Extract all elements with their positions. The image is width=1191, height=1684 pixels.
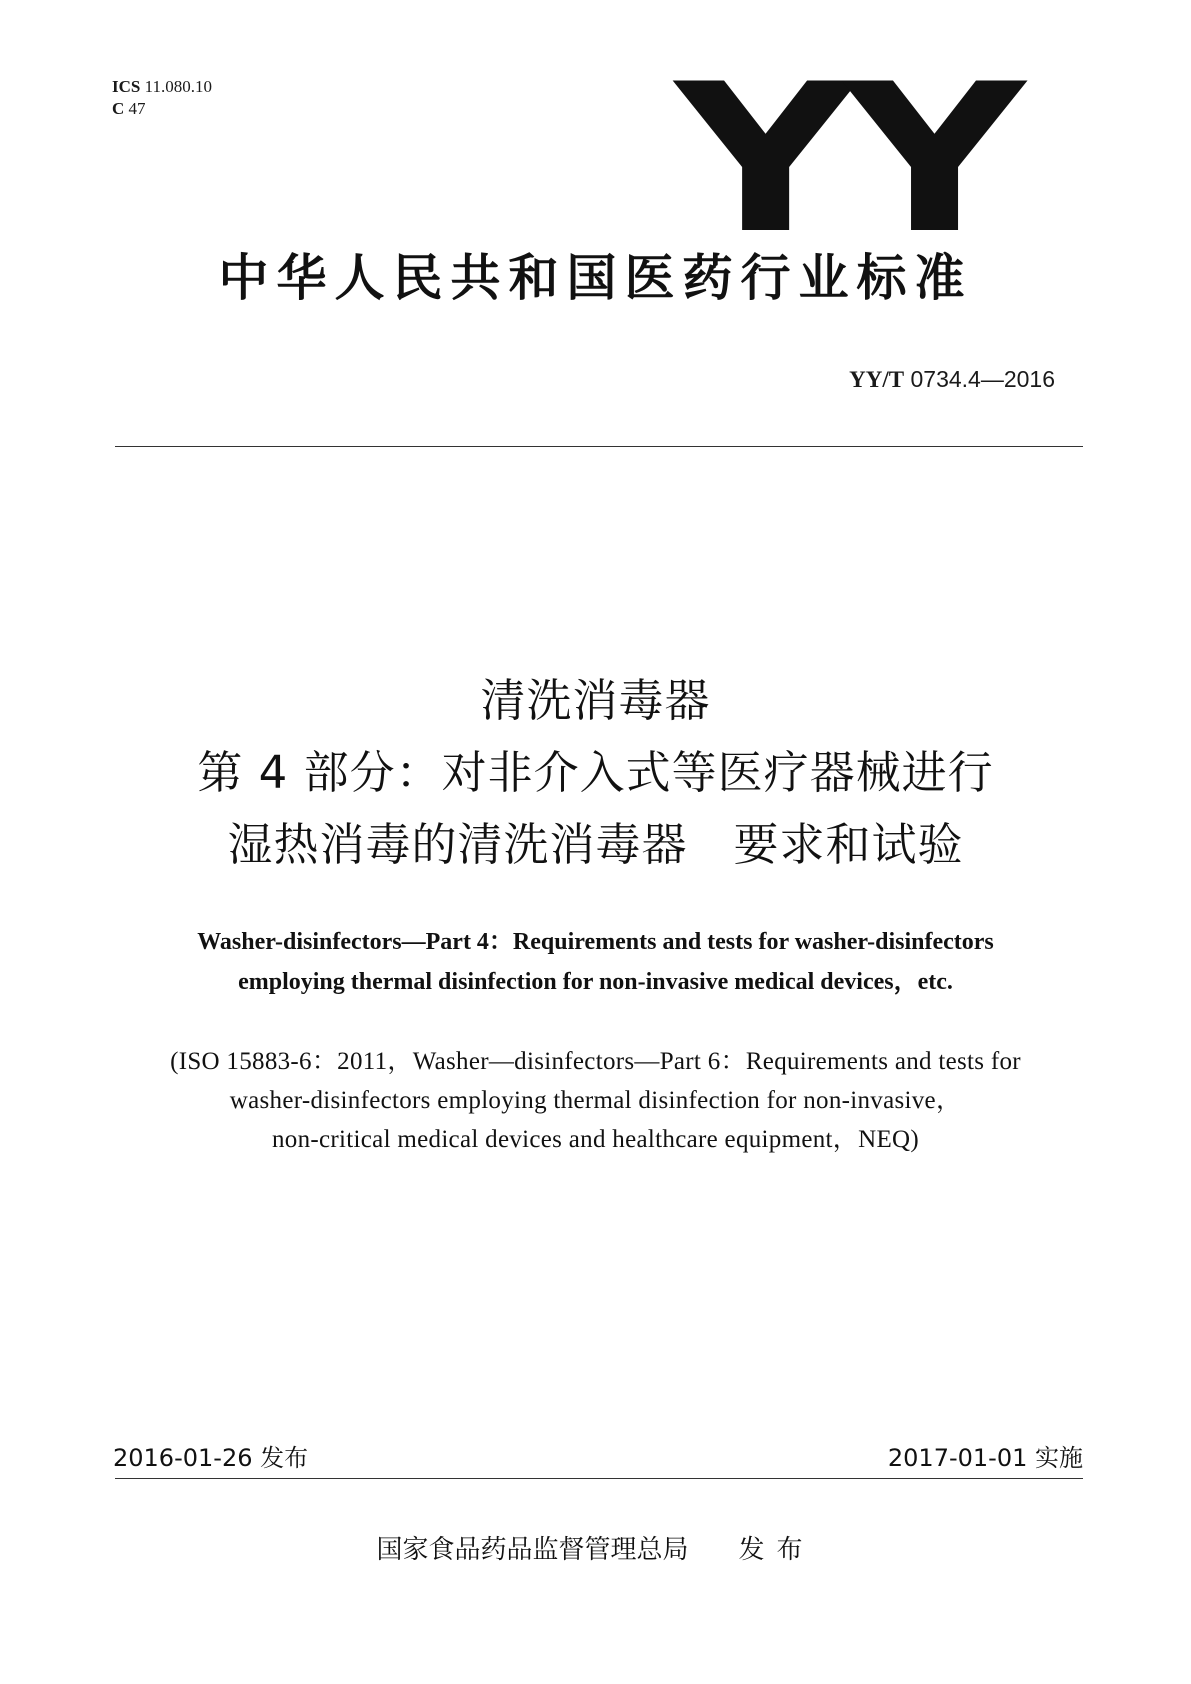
yy-logo: YY xyxy=(675,41,1013,279)
publisher-action: 发布 xyxy=(738,1535,815,1565)
title-cn-line-3: 湿热消毒的清洗消毒器 要求和试验 xyxy=(227,818,964,871)
iso-reference-line-3: non-critical medical devices and healthcare equipment，NEQ) xyxy=(272,1126,919,1153)
standard-number: YY/T 0734.4—2016 xyxy=(849,366,1055,392)
ics-code: ICS 11.080.10 xyxy=(112,77,212,96)
standard-type-title: 中华人民共和国医药行业标准 xyxy=(218,249,973,307)
classification-codes xyxy=(112,76,212,120)
publisher-name: 国家食品药品监督管理总局 xyxy=(376,1535,689,1565)
iso-reference-line-2: washer-disinfectors employing thermal disinfection for non-invasive， xyxy=(229,1087,962,1114)
issue-date: 2016-01-26 发布 xyxy=(113,1444,309,1472)
title-en-line-2: employing thermal disinfection for non-invasive medical devices，etc. xyxy=(238,969,953,995)
title-en-line-1: Washer-disinfectors—Part 4：Requirements and tests for washer-disinfectors xyxy=(197,929,994,955)
footer-divider xyxy=(115,1478,1083,1479)
title-cn-line-2: 第 4 部分：对非介入式等医疗器械进行 xyxy=(197,746,994,799)
title-cn-line-1: 清洗消毒器 xyxy=(480,674,711,727)
ccs-code: C 47 xyxy=(112,99,146,118)
header-divider xyxy=(115,446,1083,447)
publisher xyxy=(0,1532,1191,1568)
effective-date: 2017-01-01 实施 xyxy=(887,1444,1083,1472)
iso-reference-line-1: (ISO 15883-6：2011，Washer—disinfectors—Part 6：Requirements and tests for xyxy=(170,1048,1021,1075)
